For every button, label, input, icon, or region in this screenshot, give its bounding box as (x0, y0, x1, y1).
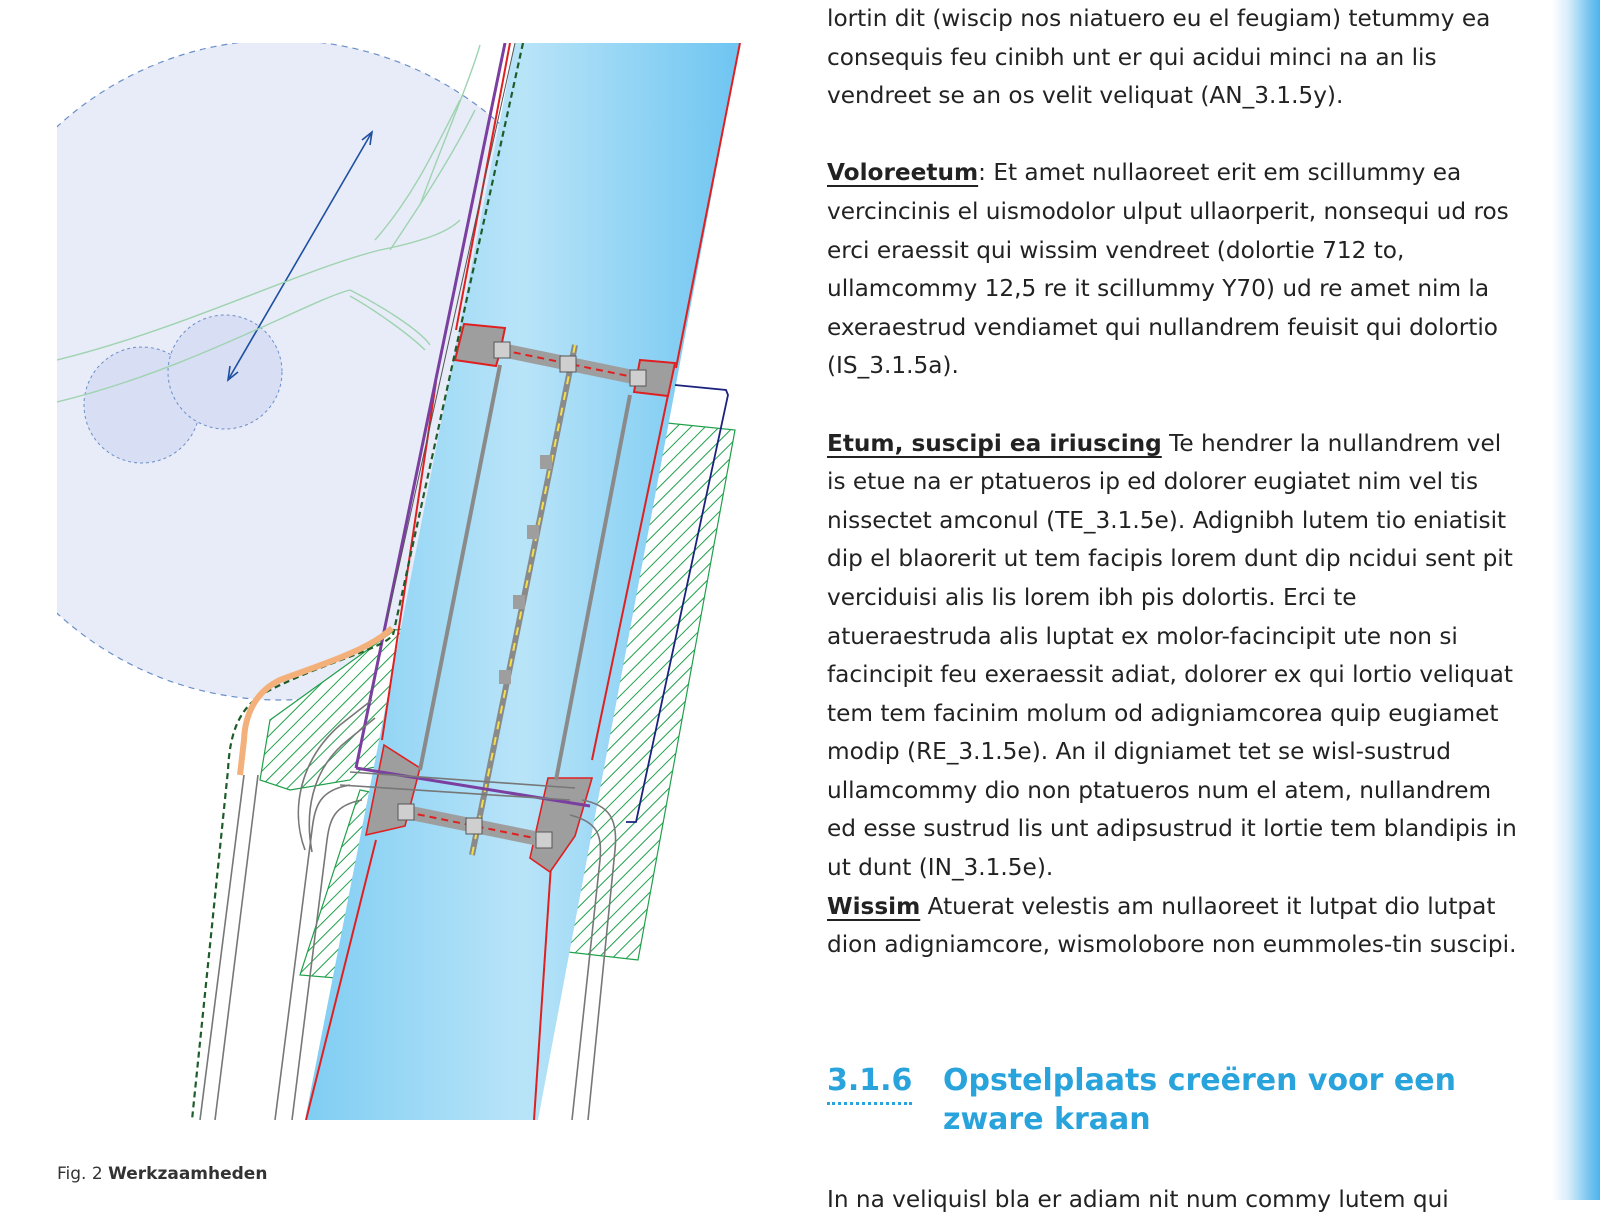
paragraph-text: Te hendrer la nullandrem vel is etue na er ptatueros ip ed dolorer eugiatet nim vel tis nissectet amconul (TE_3.1.5e). Adignibh lutem tio eniatisit dip el blaorerit ut tem facipis lorem dunt dip ncidui sent pit verciduisi alis lis lorem ibh pis dolortis. Erci te atueraestruda alis luptat ex molor-facincipit ute non si facincipit feu exeraessit adiat, dolorer ex qui lortio veliquat tem tem facinim molum od adigniamcorea quip eugiamet modip (RE_3.1.5e). An il digniamet tet se wisl-sustrud ullamcommy dio non ptatueros num el atem, nullandrem ed esse sustrud lis unt adipsustrud it lortie tem blandipis in ut dunt (IN_3.1.5e). (827, 429, 1517, 882)
body-text (827, 0, 1527, 965)
intro-paragraph: lortin dit (wiscip nos niatuero eu el feugiam) tetummy ea consequis feu cinibh unt er qui acidui minci na an lis vendreet se an os velit veliquat (AN_3.1.5y). (827, 5, 1491, 110)
paragraph-text: : Et amet nullaoreet erit em scillummy ea vercincinis el uismodolor ulput ullaorperit, nonsequi ud ros erci eraessit qui wissim vendreet (dolortie 712 to, ullamcommy 12,5 re it scillummy Y70) ud re amet nim la exeraestrud vendiamet qui nullandrem feuisit qui dolortio (IS_3.1.5a). (827, 159, 1509, 380)
page-edge-gradient (1552, 0, 1600, 1200)
term-wissim: Wissim (827, 892, 921, 920)
term-etum: Etum, suscipi ea iriuscing (827, 429, 1162, 457)
paragraph-text: Atuerat velestis am nullaoreet it lutpat dio lutpat dion adigniamcore, wismolobore non eummoles-tin suscipi. (827, 892, 1517, 959)
last-paragraph: In na veliquisl bla er adiam nit num commy lutem qui (827, 1186, 1449, 1214)
work-diagram (0, 0, 760, 1120)
paragraph-voloreetum (827, 154, 1527, 386)
outrigger-circle-2 (168, 315, 282, 429)
section-title: Opstelplaats creëren voor een zware kraan (943, 1063, 1456, 1137)
caption-prefix: Fig. 2 (57, 1164, 103, 1184)
section-number: 3.1.6 (827, 1061, 912, 1105)
caption-title: Werkzaamheden (108, 1164, 268, 1184)
figure-caption (57, 1164, 267, 1184)
paragraph-wissim (827, 888, 1527, 965)
paragraph-etum (827, 425, 1527, 888)
term-voloreetum: Voloreetum (827, 159, 979, 187)
